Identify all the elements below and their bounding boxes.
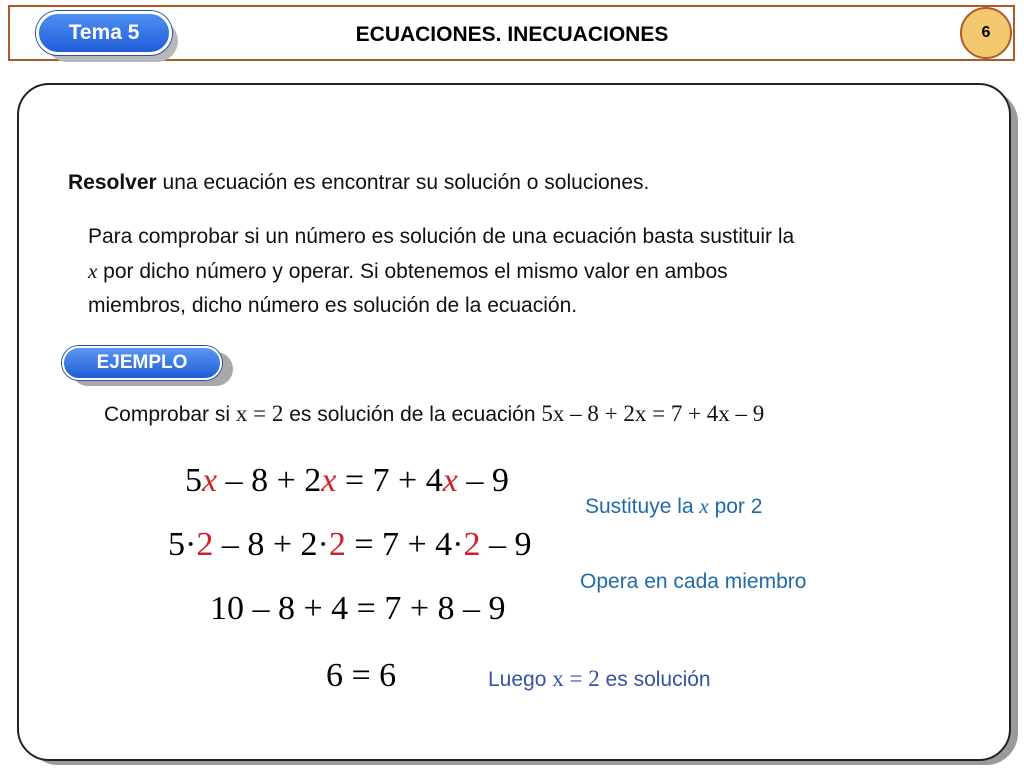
equation-result: 6 = 6 (326, 657, 397, 694)
eq1-part-d: – 9 (457, 462, 509, 499)
definition-rest: una ecuación es encontrar su solución o soluciones. (156, 171, 650, 194)
example-prompt-text-1: Comprobar si (104, 403, 236, 426)
page-title: ECUACIONES. INECUACIONES (355, 23, 669, 46)
eq2-part-a: 5· (168, 526, 197, 563)
note-operate: Opera en cada miembro (580, 570, 807, 593)
example-prompt-text-2: es solución de la ecuación (283, 403, 542, 426)
eq2-value-2: 2 (328, 526, 346, 563)
check-line-2-rest: por dicho número y operar. Si obtenemos el mismo valor en ambos (97, 260, 728, 283)
eq1-part-c: = 7 + 4 (336, 462, 443, 499)
note-substitute (585, 494, 762, 519)
eq1-part-b: – 8 + 2 (217, 462, 322, 499)
note3-condition: x = 2 (552, 666, 600, 691)
eq2-part-d: – 9 (480, 526, 532, 563)
definition-text (68, 166, 649, 200)
equation-substituted (168, 526, 532, 564)
note1-text-2: por 2 (708, 495, 763, 518)
example-badge: EJEMPLO (62, 346, 222, 380)
eq1-var-3: x (442, 462, 458, 499)
note-conclusion (488, 666, 711, 692)
page-number-badge: 6 (960, 7, 1012, 59)
note1-text-1: Sustituye la (585, 495, 700, 518)
eq2-part-c: = 7 + 4· (345, 526, 464, 563)
definition-bold: Resolver (68, 171, 157, 194)
note1-var: x (699, 494, 709, 518)
example-equation: 5x – 8 + 2x = 7 + 4x – 9 (541, 401, 765, 426)
eq2-value-1: 2 (196, 526, 214, 563)
note3-text-2: es solución (599, 668, 711, 691)
note3-text-1: Luego (488, 668, 553, 691)
check-paragraph (88, 220, 978, 323)
eq1-var-1: x (202, 462, 218, 499)
tema-badge: Tema 5 (36, 11, 172, 55)
example-condition: x = 2 (235, 401, 284, 426)
eq1-part-a: 5 (185, 462, 202, 499)
check-line-1: Para comprobar si un número es solución de una ecuación basta sustituir la (88, 225, 795, 248)
equation-operated: 10 – 8 + 4 = 7 + 8 – 9 (210, 590, 506, 627)
check-var-x: x (88, 259, 98, 283)
equation-original (185, 462, 509, 500)
eq1-var-2: x (321, 462, 337, 499)
eq2-value-3: 2 (463, 526, 481, 563)
example-prompt (104, 397, 764, 432)
eq2-part-b: – 8 + 2· (213, 526, 329, 563)
check-line-2 (88, 254, 978, 289)
check-line-3: miembros, dicho número es solución de la ecuación. (88, 294, 578, 317)
